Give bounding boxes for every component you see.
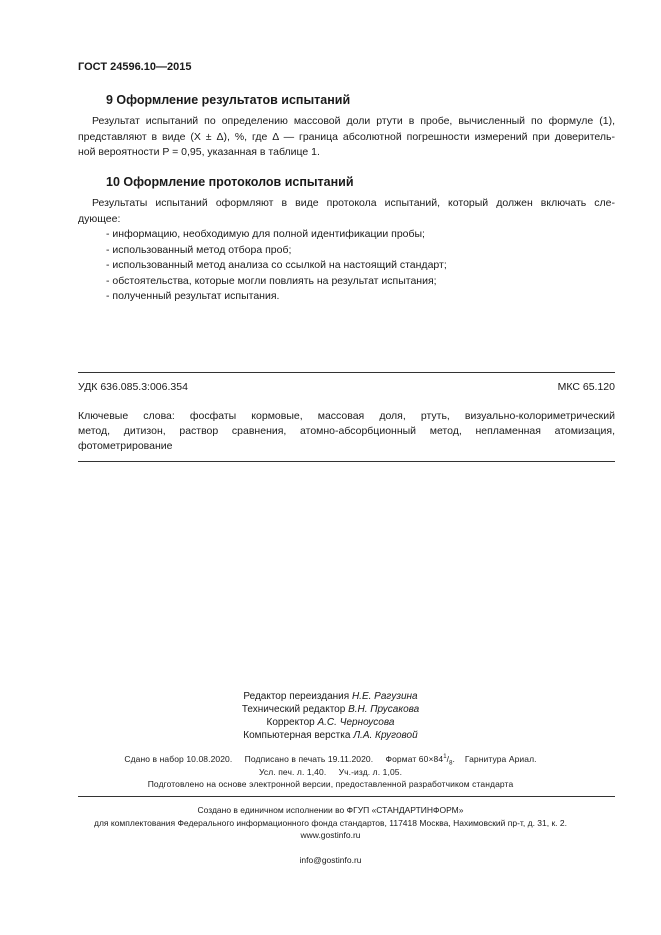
publisher-line: Создано в единичном исполнении во ФГУП «СТАНДАРТИНФОРМ» [197, 805, 464, 815]
publisher-site-link[interactable]: www.gostinfo.ru [300, 830, 361, 840]
imprint-line-1 [0, 754, 661, 767]
imprint-font: Гарнитура Ариал. [464, 754, 537, 764]
credit-row [0, 690, 661, 703]
list-item: - обстоятельства, которые могли повлиять на результат испытания; [106, 274, 437, 287]
section-9-paragraph [78, 114, 615, 161]
udk-code: УДК 636.085.3:006.354 [78, 381, 188, 393]
imprint-signed: Подписано в печать 19.11.2020. [244, 754, 374, 764]
section-9-title: 9 Оформление результатов испытаний [106, 93, 351, 107]
publisher-address: для комплектования Федерального информационного фонда стандартов, 117418 Москва, Нахимовский пр-т, д. 31, к. 2. [94, 817, 567, 828]
keywords-line: метод, дитизон, раствор сравнения, атомно-абсорбционный метод, непламенная атомизация, [78, 425, 615, 437]
imprint-format: Формат $60\times 84^1/_8$. [385, 754, 455, 767]
section-9-line: ной вероятности P = 0,95, указанная в таблице 1. [78, 146, 320, 158]
divider-top [78, 372, 615, 373]
credit-row [0, 703, 661, 716]
list-item: - использованный метод отбора проб; [106, 243, 292, 256]
credit-row [0, 729, 661, 742]
section-10-line: Результаты испытаний оформляют в виде протокола испытаний, который должен включать сле- [92, 197, 615, 209]
divider-keywords [78, 461, 615, 462]
mks-code: МКС 65.120 [557, 381, 615, 393]
imprint-pub-sheets: Уч.-изд. л. 1,05. [338, 767, 403, 777]
publisher-info [0, 804, 661, 867]
credit-role: Корректор [266, 717, 315, 728]
credit-role: Технический редактор [241, 704, 346, 715]
credit-name: В.Н. Прусакова [348, 704, 420, 715]
document-code: ГОСТ 24596.10—2015 [78, 61, 192, 73]
section-10-line: дующее: [78, 212, 121, 225]
credit-name: Н.Е. Рагузина [351, 691, 418, 702]
keywords-line: фотометрирование [78, 440, 173, 452]
publisher-email-link[interactable]: info@gostinfo.ru [299, 855, 362, 865]
imprint-prepared: Подготовлено на основе электронной версии, предоставленной разработчиком стандарта [147, 779, 514, 789]
keywords-line: Ключевые слова: фосфаты кормовые, массовая доля, ртуть, визуально-колориметрический [78, 410, 615, 422]
credit-role: Редактор переиздания [243, 691, 350, 702]
section-10-title: 10 Оформление протоколов испытаний [106, 175, 354, 189]
imprint-sent: Сдано в набор 10.08.2020. [124, 754, 233, 764]
list-item: - полученный результат испытания. [106, 290, 280, 302]
list-item: - информацию, необходимую для полной идентификации пробы; [106, 228, 425, 240]
requirements-list [106, 227, 447, 305]
list-item: - использованный метод анализа со ссылкой на настоящий стандарт; [106, 259, 447, 271]
credit-role: Компьютерная верстка [243, 730, 351, 741]
imprint-line-2 [0, 767, 661, 777]
divider-bottom [78, 796, 615, 797]
imprint-print-sheets: Усл. печ. л. 1,40. [258, 767, 327, 777]
keywords [78, 409, 615, 454]
publisher-contacts [0, 829, 661, 867]
credit-name: А.С. Черноусова [317, 717, 395, 728]
section-9-line: представляют в виде (X ± Δ), %, где Δ — граница абсолютной погрешности измерений при доверитель- [78, 130, 615, 143]
section-10-paragraph [78, 196, 615, 227]
credit-row [0, 716, 661, 729]
section-9-line: Результат испытаний по определению массовой доли ртути в пробе, вычисленный по формуле (1), [92, 115, 615, 127]
credit-name: Л.А. Круговой [353, 730, 418, 741]
editorial-credits [0, 690, 661, 742]
